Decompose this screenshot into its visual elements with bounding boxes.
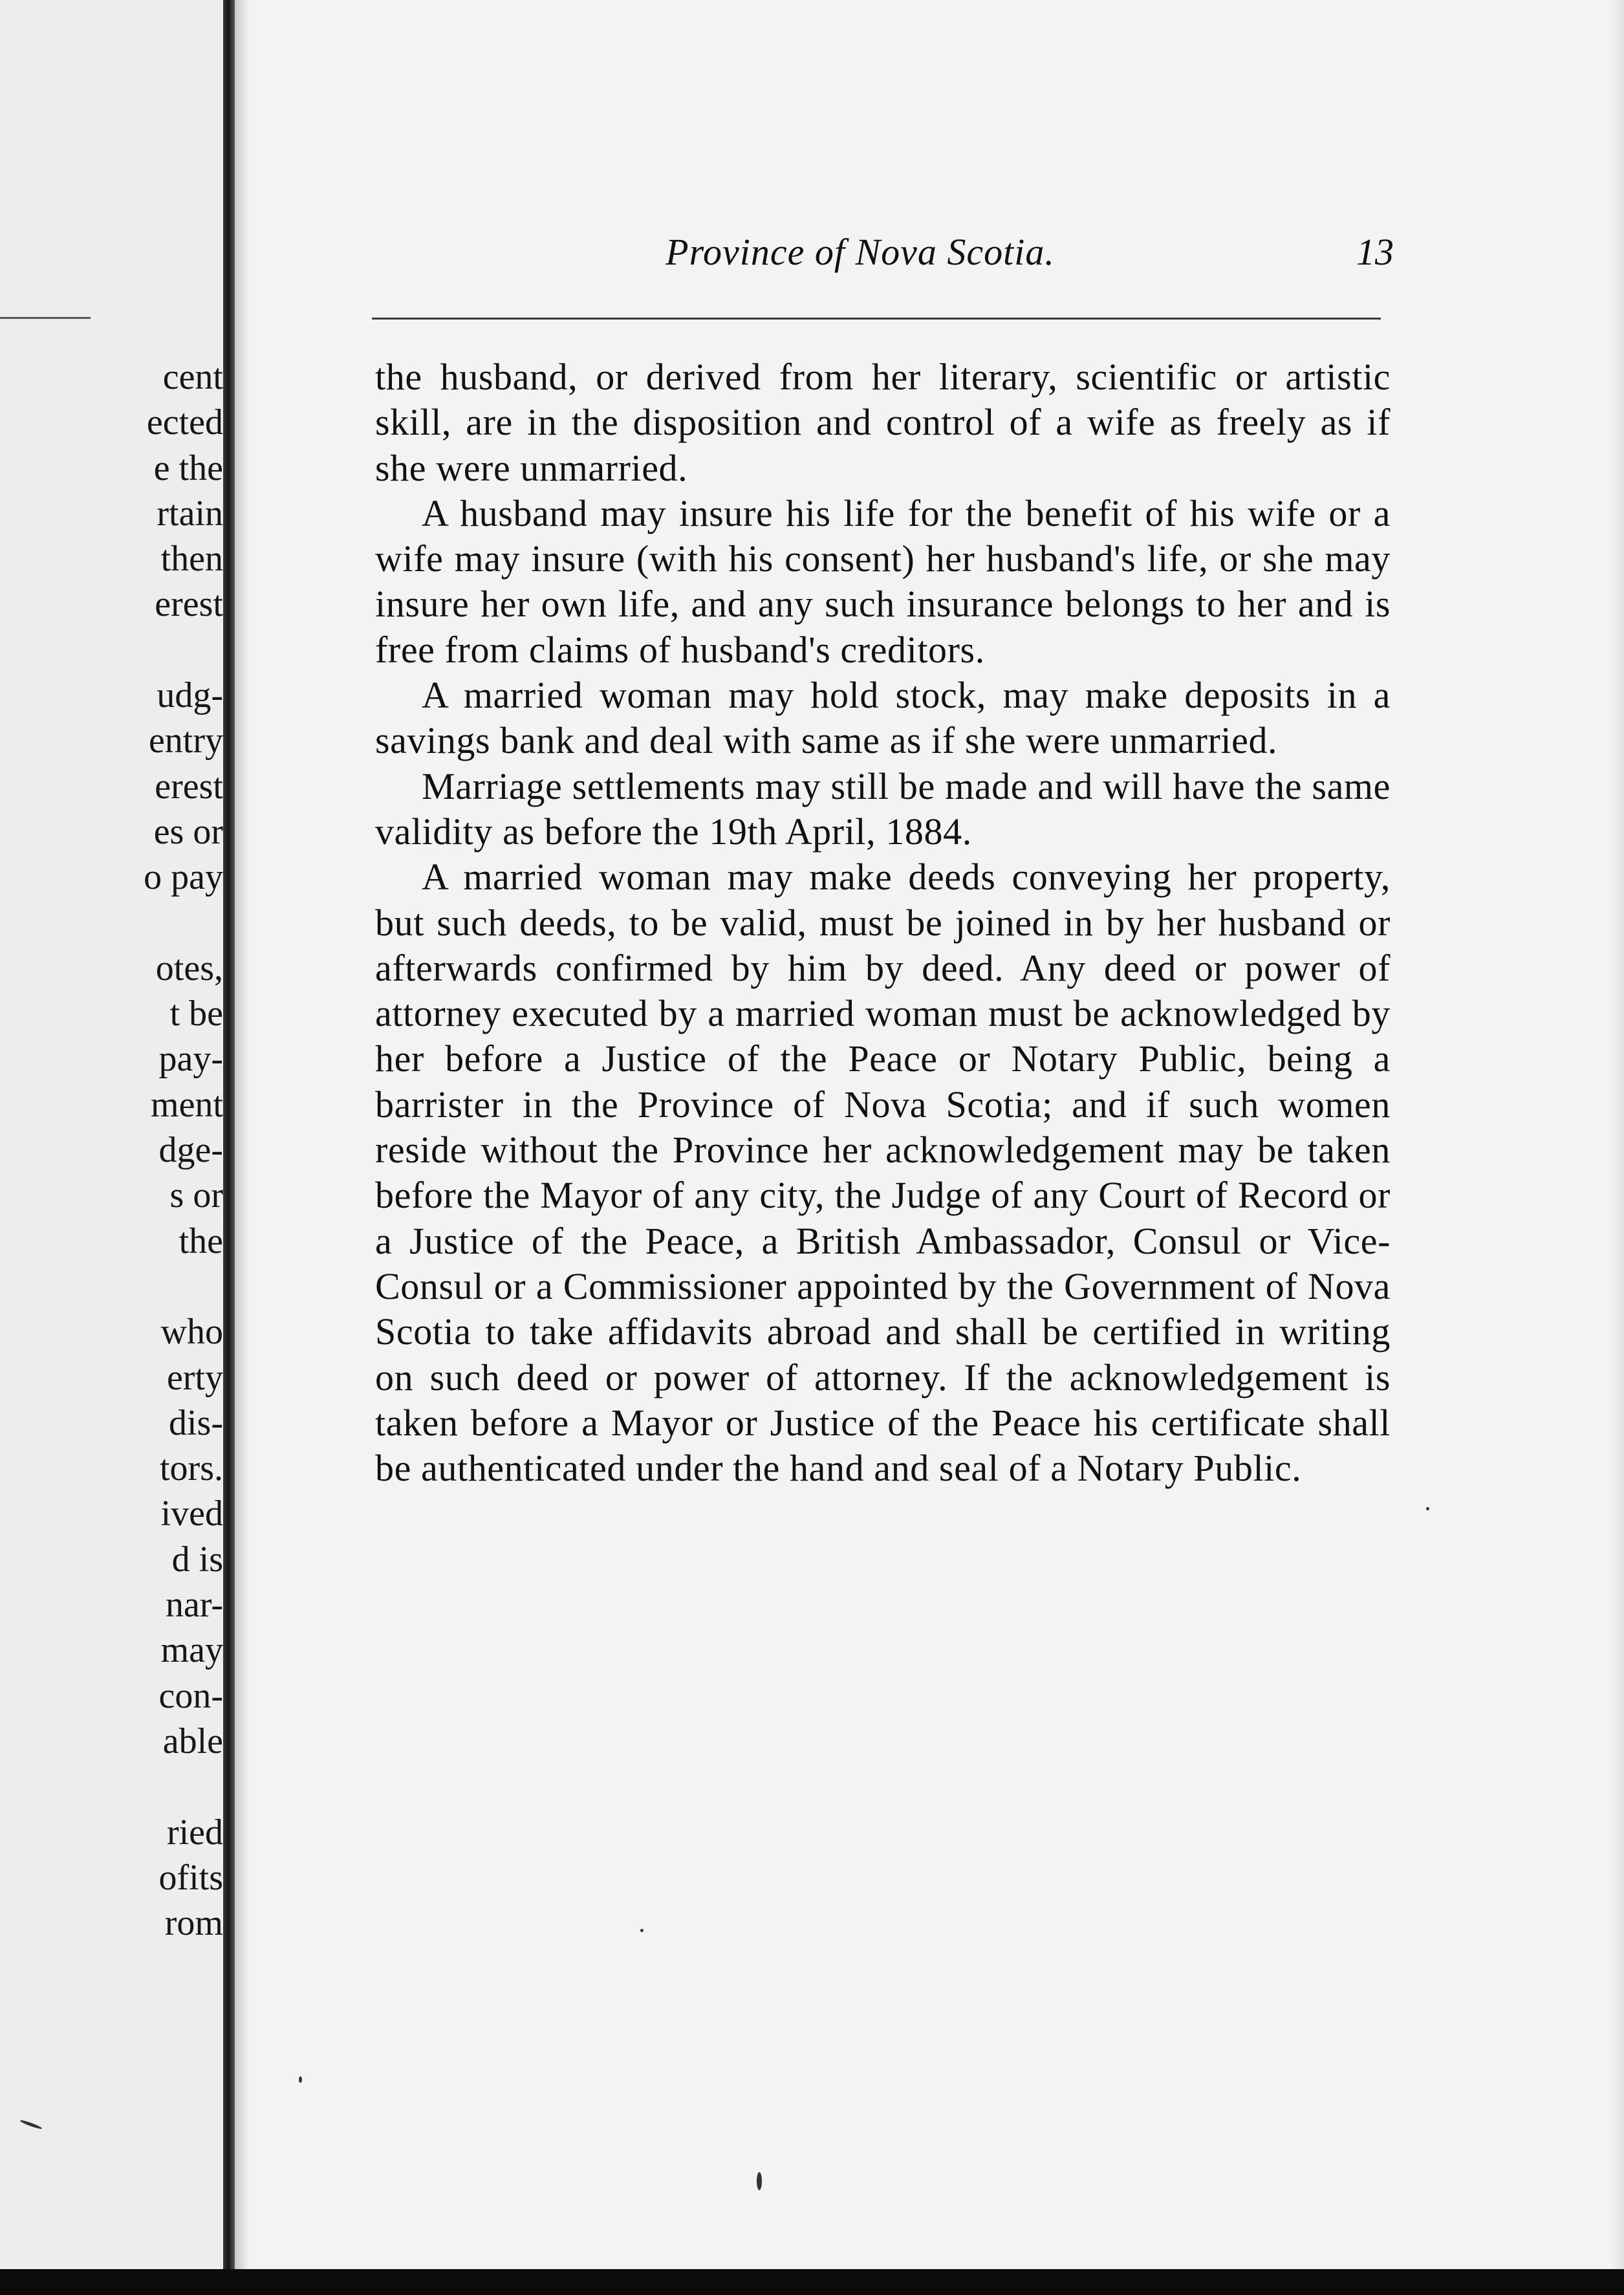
left-page-line: dis- — [169, 1402, 223, 1443]
paragraph-2: A husband may insure his life for the benefit of his wife or a wife may insure (with his consent) her husband's life, or she may insure her own life, and any such insurance belongs to her and is free from claims of husband's creditors. — [375, 492, 1391, 671]
paragraph-5: A married woman may make deeds conveying her property, but such deeds, to be valid, must be joined in by her husband or afterwards confirmed by him by deed. Any deed or power of attorney executed by a married woman must be acknowledged by her before a Justice of the Peace or Notary Public, being a barrister in the Province of Nova Scotia; and if such women reside without the Province her acknowledgement may be taken before the Mayor of any city, the Judge of any Court of Record or a Justice of the Peace, a British Ambassador, Consul or Vice-Consul or a Commissioner appointed by the Government of Nova Scotia to take affidavits abroad and shall be certified in writing on such deed or power of attorney. If the acknowledgement is taken before a Mayor or Justice of the Peace his certificate shall be authenticated under the hand and seal of a Notary Public. — [375, 856, 1391, 1490]
left-page-line: d is — [171, 1539, 223, 1580]
gutter-shadow — [235, 0, 249, 2295]
scan-speck — [1426, 1507, 1429, 1510]
left-page-line: who — [160, 1312, 223, 1353]
left-page-line: erest — [155, 766, 223, 807]
left-page-line: rom — [164, 1903, 223, 1944]
left-page-line: rtain — [157, 493, 223, 534]
left-page-line: ried — [166, 1812, 223, 1853]
paragraph-1: the husband, or derived from her literary, scientific or artistic skill, are in the disposition and control of a wife as freely as if she were unmarried. — [375, 356, 1391, 489]
left-page-text-column — [55, 354, 223, 1946]
scan-speck — [299, 2076, 302, 2083]
scan-speck — [757, 2172, 762, 2190]
left-page-line: cent — [162, 357, 223, 397]
left-page-line: entry — [148, 721, 223, 761]
page-number: 13 — [1356, 231, 1394, 273]
left-page-line: ected — [146, 402, 223, 443]
left-page-line: s or — [169, 1175, 223, 1216]
left-page-line: able — [162, 1721, 223, 1761]
left-page-fragment — [0, 0, 223, 2295]
left-page-line: may — [160, 1630, 223, 1671]
left-page-line — [55, 627, 223, 673]
left-page-line — [55, 1764, 223, 1809]
left-page-line: tors. — [160, 1448, 223, 1489]
left-page-line: ofits — [158, 1857, 223, 1898]
scan-bottom-border — [0, 2269, 1624, 2295]
left-page-line — [55, 900, 223, 946]
left-page-line: otes, — [155, 948, 223, 988]
left-page-line: dge- — [158, 1130, 223, 1171]
left-page-line: erest — [155, 584, 223, 625]
body-text — [375, 354, 1391, 1491]
left-page-line: o pay — [144, 857, 223, 898]
paragraph-4: Marriage settlements may still be made and will have the same validity as before the 19th April, 1884. — [375, 765, 1391, 853]
left-page-line: udg- — [157, 675, 223, 716]
header-rule — [372, 318, 1381, 320]
left-page-line: e the — [153, 448, 223, 488]
left-page-line: erty — [166, 1357, 223, 1398]
left-page-line: es or — [153, 811, 223, 852]
left-page-line: then — [160, 539, 223, 580]
page-edge-shading — [1610, 0, 1624, 2295]
left-page-header-rule — [0, 317, 91, 319]
left-page-line: nar- — [165, 1585, 223, 1626]
left-page-line: ived — [160, 1494, 223, 1534]
paragraph-3: A married woman may hold stock, may make deposits in a savings bank and deal with same as if she were unmarried. — [375, 674, 1391, 762]
scan-speck — [640, 1929, 644, 1932]
left-page-line: the — [179, 1221, 223, 1261]
left-page-line: con- — [158, 1675, 223, 1716]
left-page-line — [55, 1264, 223, 1309]
left-page-line: t be — [169, 994, 223, 1034]
running-title: Province of Nova Scotia. — [666, 231, 1055, 273]
left-page-line: ment — [151, 1084, 223, 1125]
left-page-line: pay- — [158, 1039, 223, 1080]
book-gutter — [223, 0, 235, 2295]
